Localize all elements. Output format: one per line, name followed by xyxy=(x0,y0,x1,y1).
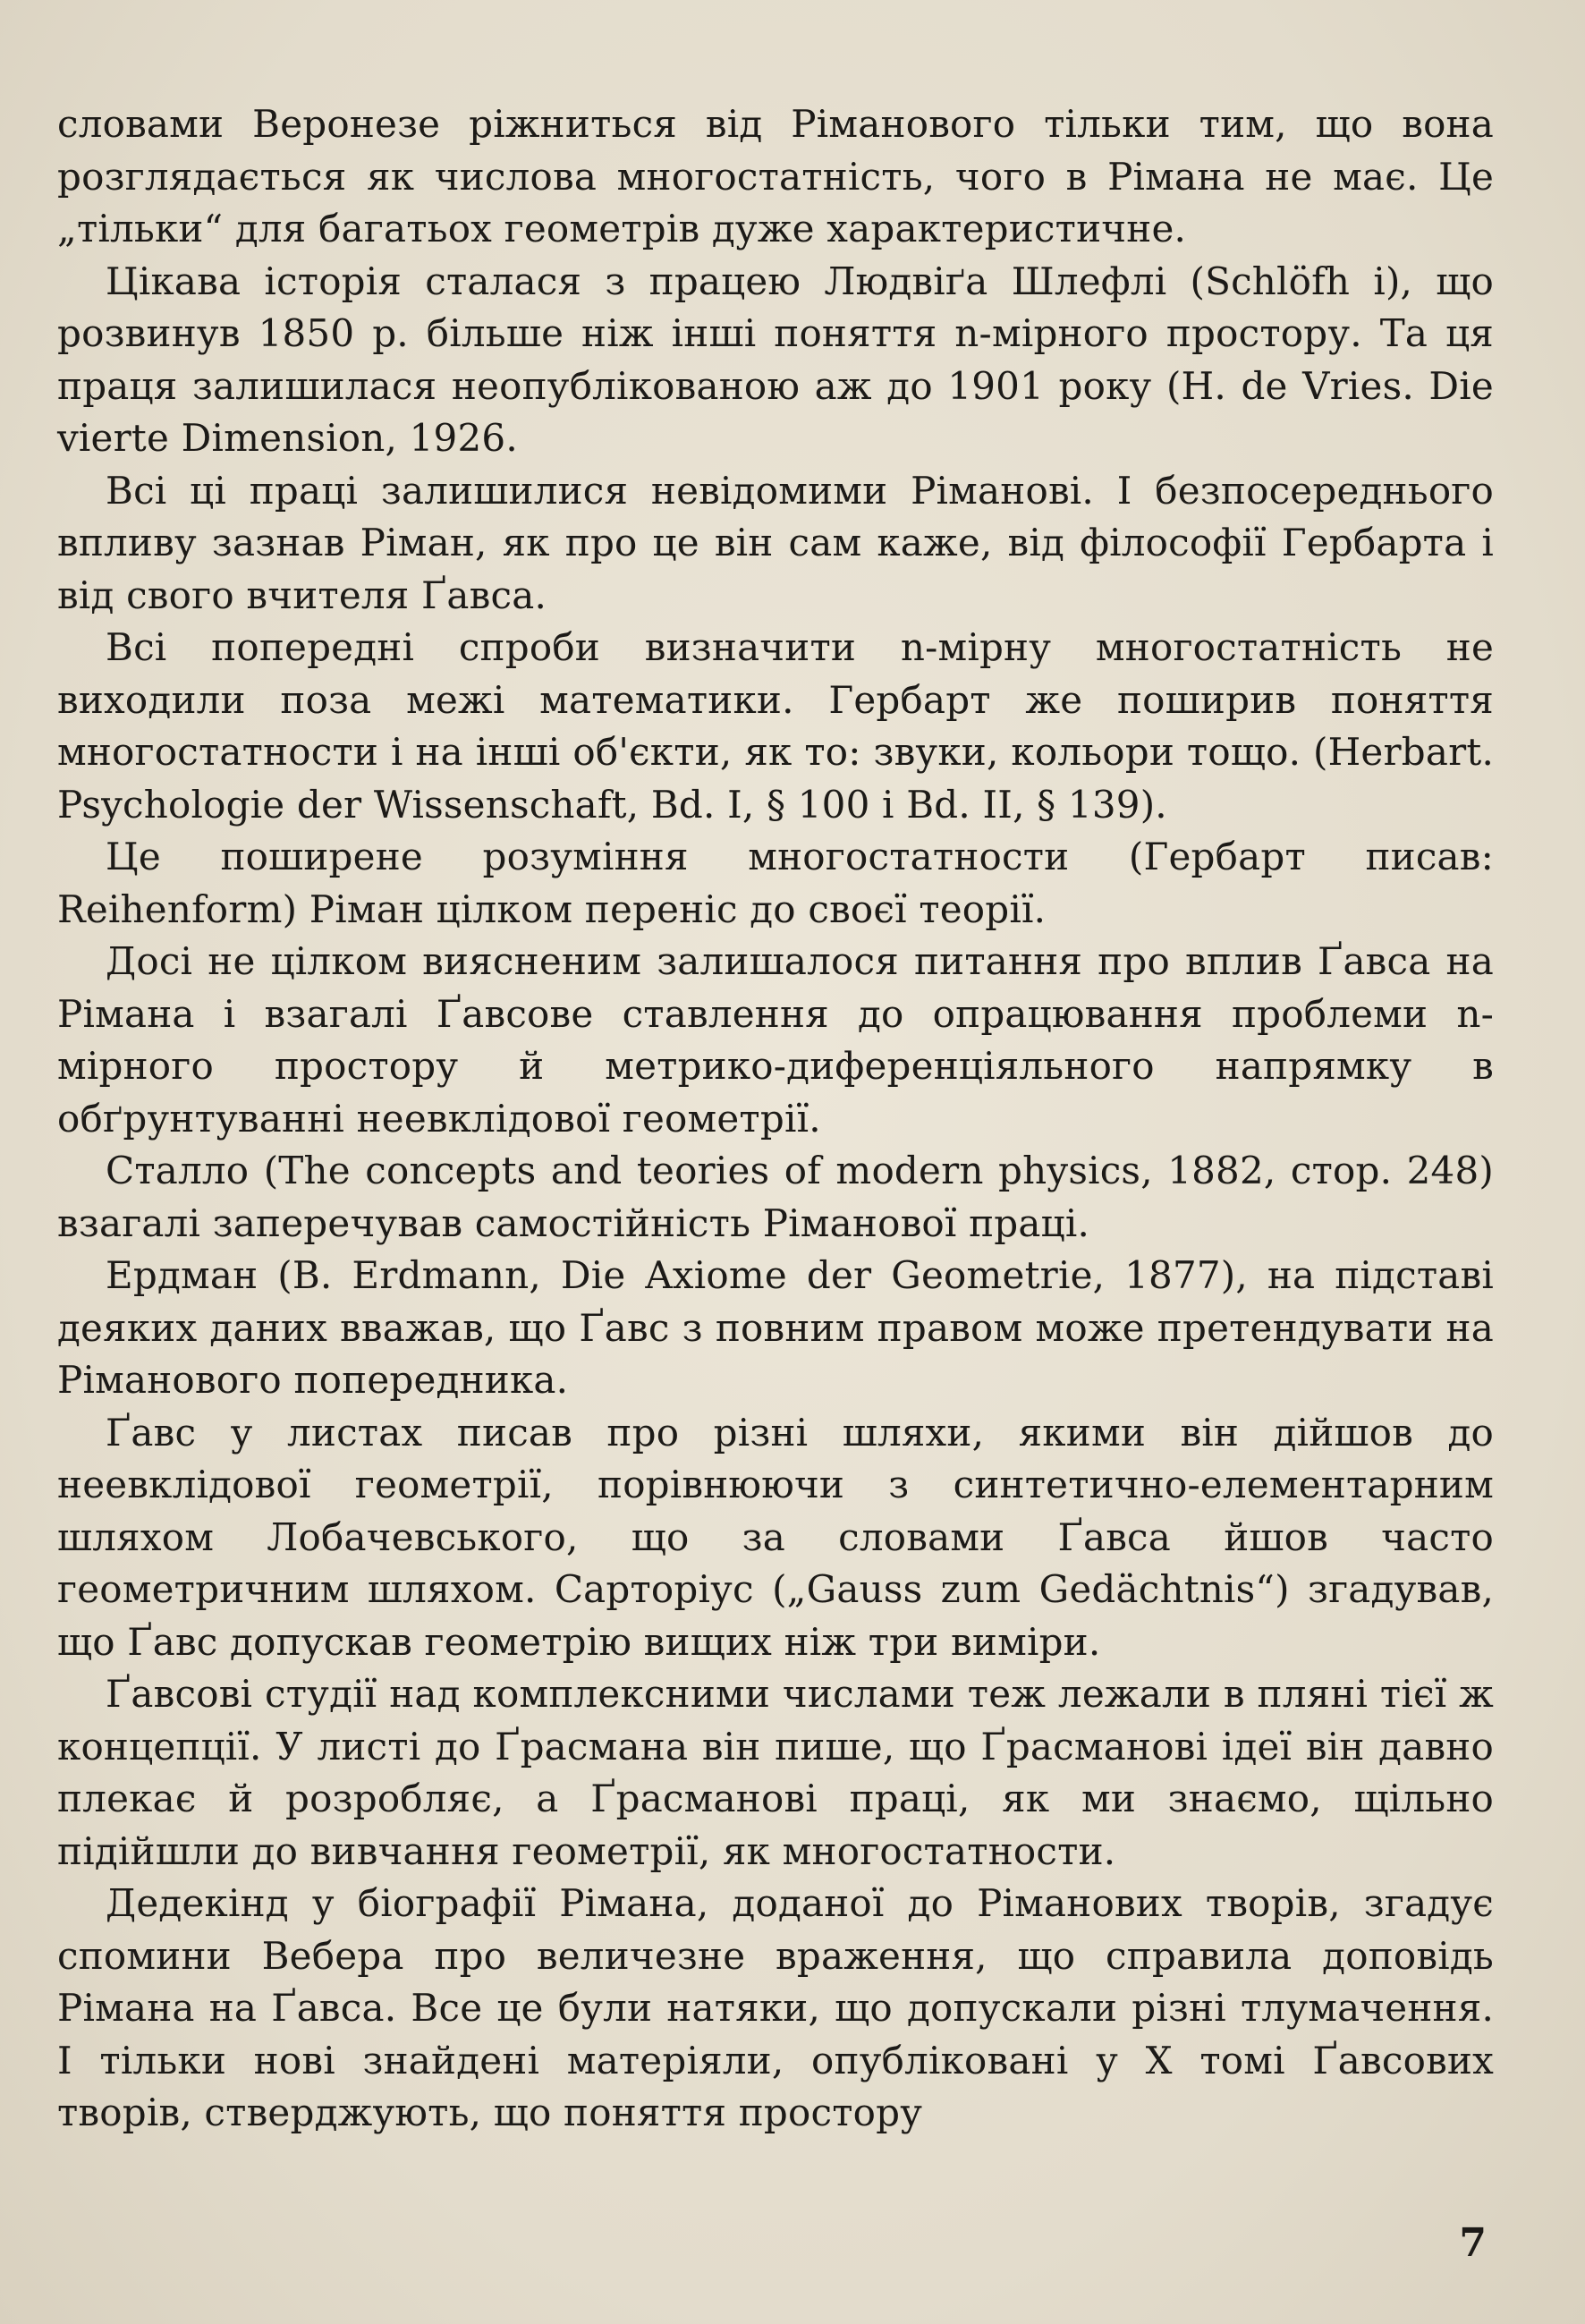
paragraph: Ґавсові студії над комплексними числами теж лежали в пляні тієї ж концепції. У листі до Ґрасмана він пише, що Ґрасманові ідеї він давно плекає й розробляє, а Ґрасманові праці, як ми знаємо, щільно підійшли до вивчання геометрії, як многостатности. xyxy=(57,1672,1494,1873)
page-number: 7 xyxy=(1459,2220,1487,2266)
paragraph: Сталло (The concepts and teories of modern physics, 1882, стор. 248) взагалі заперечував самостійність Ріманової праці. xyxy=(57,1149,1494,1245)
paragraph: словами Веронезе ріжниться від Ріманового тільки тим, що вона розглядається як числова многостатність, чого в Рімана не має. Це „тільки“ для багатьох геометрів дуже характеристичне. xyxy=(57,102,1494,250)
paragraph: Дедекінд у біографії Рімана, доданої до Ріманових творів, згадує спомини Вебера про величезне враження, що справила доповідь Рімана на Ґавса. Все це були натяки, що допускали різні тлумачення. І тільки нові знайдені матеріяли, опубліковані у X томі Ґавсових творів, стверджують, що поняття простору xyxy=(57,1881,1494,2134)
paragraph: Ґавс у листах писав про різні шляхи, якими він дійшов до неевклідової геометрії, порівнюючи з синтетично-елементарним шляхом Лобачевського, що за словами Ґавса йшов часто геометричним шляхом. Сарторіус („Gauss zum Gedächtnis“) згадував, що Ґавс допускав геометрію вищих ніж три виміри. xyxy=(57,1410,1494,1664)
paragraph: Це поширене розуміння многостатности (Гербарт писав: Reihenform) Ріман цілком переніс до своєї теорії. xyxy=(57,835,1494,931)
body-text xyxy=(57,98,1494,2140)
paragraph: Всі попередні спроби визначити n-мірну многостатність не виходили поза межі математики. Гербарт же поширив поняття многостатности і на інші об'єкти, як то: звуки, кольори тощо. (Herbart. Psychologie der Wissenschaft, Bd. I, § 100 i Bd. II, § 139). xyxy=(57,625,1494,827)
paragraph: Цікава історія сталася з працею Людвіґа Шлефлі (Schlöfh i), що розвинув 1850 р. більше ніж інші поняття n-мірного простору. Та ця праця залишилася неопублікованою аж до 1901 року (H. de Vries. Die vierte Dimension, 1926. xyxy=(57,259,1494,460)
paragraph: Ердман (B. Erdmann, Die Axiome der Geometrie, 1877), на підставі деяких даних вважав, що Ґавс з повним правом може претендувати на Ріманового попередника. xyxy=(57,1253,1494,1402)
paragraph: Досі не цілком вияснeним залишалося питання про вплив Ґавса на Рімана і взагалі Ґавсове ставлення до опрацювання проблеми n-мірного простору й метрико-диференціяльного напрямку в обґрунтуванні неевклідової геометрії. xyxy=(57,939,1494,1141)
paragraph: Всі ці праці залишилися невідомими Ріманові. І безпосереднього впливу зазнав Ріман, як про це він сам каже, від філософії Гербарта і від свого вчителя Ґавса. xyxy=(57,468,1494,617)
